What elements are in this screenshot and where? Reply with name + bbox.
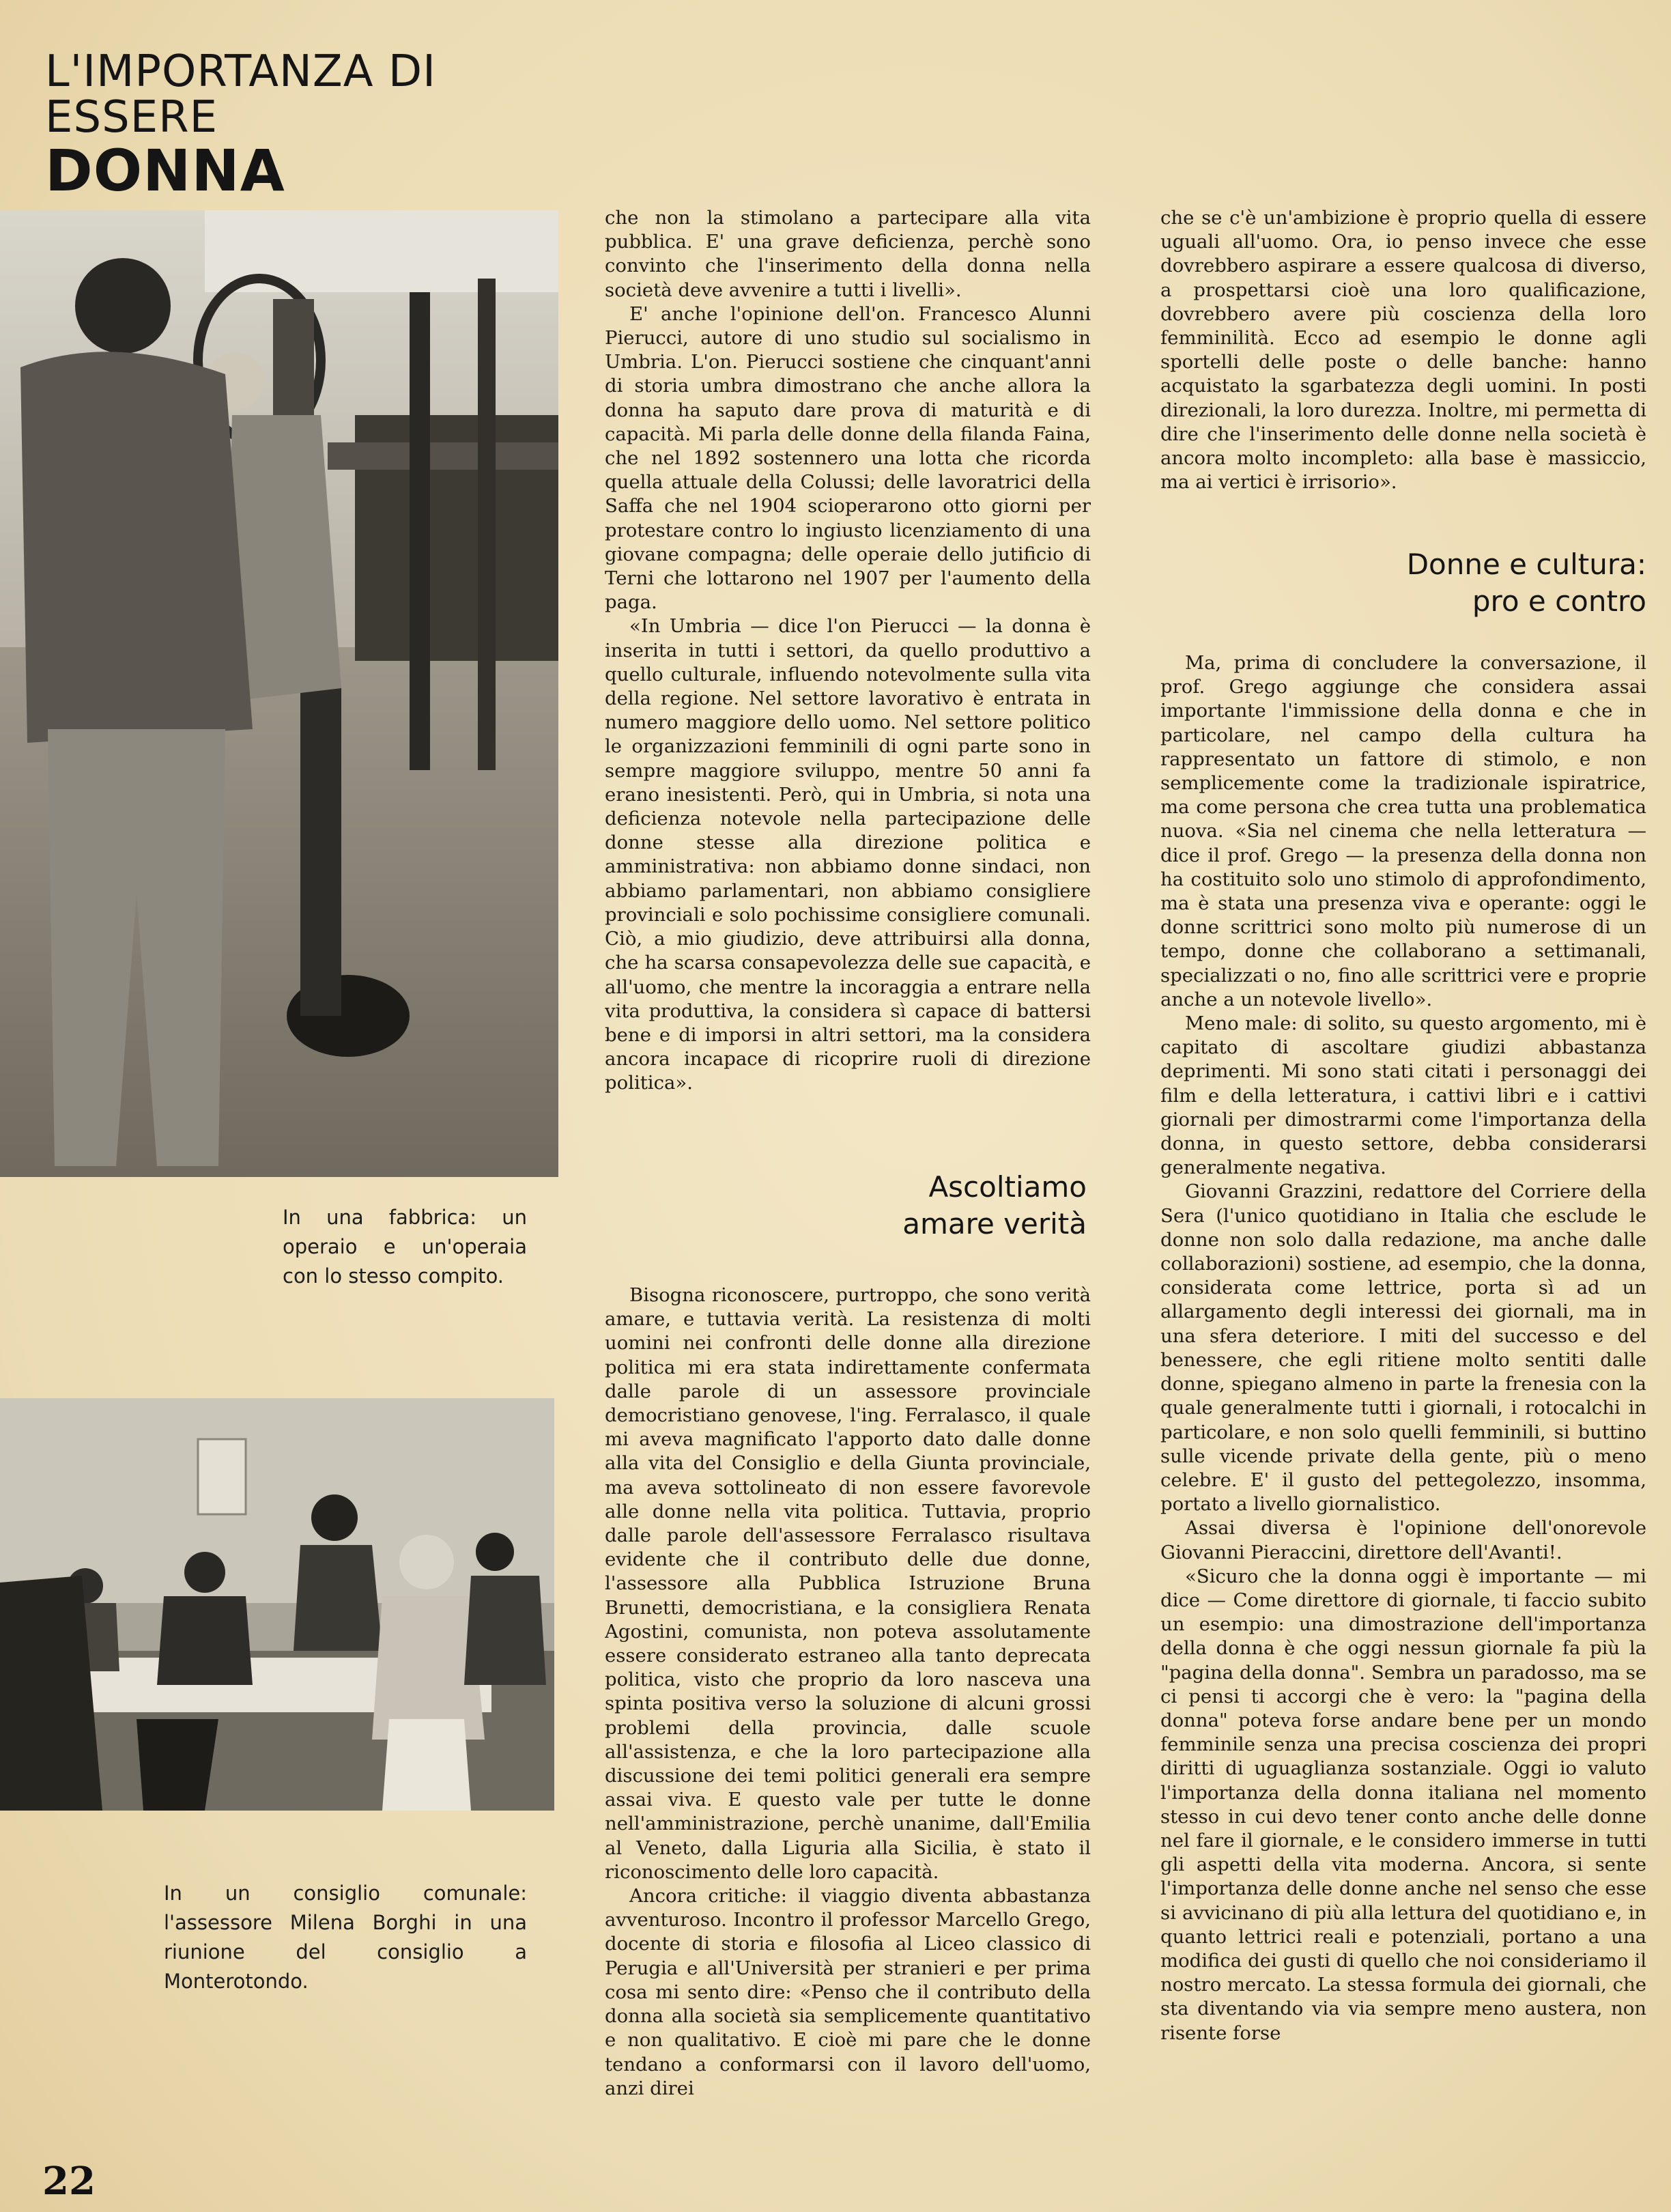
subheading-ascoltiamo	[819, 1169, 1087, 1243]
factory-photo-caption: In una fabbrica: un operaio e un'operaia con lo stesso compito.	[283, 1206, 527, 1288]
factory-photo	[0, 210, 558, 1177]
paragraph: E' anche l'opinione dell'on. Francesco Alunni Pierucci, autore di uno studio sul socialismo in Umbria. L'on. Pierucci sostiene che cinquant'anni di storia umbra dimostrano che anche allora la donna ha saputo dare prova di maturità e di capacità. Mi parla delle donne della filanda Faina, che nel 1892 sostennero una lotta che ricorda quella attuale della Colussi; delle lavoratrici della Saffa che nel 1904 scioperarono otto giorni per protestare contro lo ingiusto licenziamento di una giovane compagna; delle operaie dello jutificio di Terni che lottarono nel 1907 per l'aumento della paga.	[605, 302, 1091, 614]
title-line-2-prefix: ESSERE	[45, 92, 218, 143]
paragraph: che non la stimolano a partecipare alla vita pubblica. E' una grave deficienza, perchè sono convinto che l'inserimento della donna nella società deve avvenire a tutti i livelli».	[605, 207, 1091, 301]
column-3-top	[1160, 206, 1646, 496]
page-number: 22	[42, 2159, 96, 2204]
subheading-donne-cultura	[1338, 546, 1646, 620]
subheading-line-1: Ascoltiamo	[928, 1170, 1087, 1204]
paragraph: «Sicuro che la donna oggi è importante — mi dice — Come direttore di giornale, ti faccio subito un esempio: una dimostrazione dell'importanza della donna è che oggi nessun giornale fa più la "pagina della donna". Sembra un paradosso, ma se ci pensi ti accorgi che è vero: la "pagina della donna" poteva forse andare bene per un mondo femminile senza una precisa coscienza dei propri diritti di uguaglianza sostanziale. Oggi io valuto l'importanza della donna italiana nel momento stesso in cui devo tener conto anche delle donne nel fare il giornale, e le considero immerse in tutti gli aspetti della vita moderna. Ancora, si sente l'importanza delle donne anche nel senso che esse si avvicinano di più alla lettura del quotidiano e, in quanto lettrici reali e potenziali, portano a una modifica dei gusti di quello che noi consideriamo il nostro mercato. La stessa formula dei giornali, che sta diventando via via sempre meno austera, non risente forse	[1160, 1565, 1646, 2044]
title-line-1: L'IMPORTANZA DI	[45, 46, 437, 97]
paragraph: Ma, prima di concludere la conversazione, il prof. Grego aggiunge che considera assai importante l'immissione della donna e che in particolare, nel campo della cultura ha rappresentato un fattore di stimolo, e non semplicemente come la tradizionale ispiratrice, ma come persona che crea tutta una problematica nuova. «Sia nel cinema che nella letteratura — dice il prof. Grego — la presenza della donna non ha costituito solo uno stimolo di approfondimento, ma è stata una presenza viva e operante: oggi le donne scrittrici sono molto più numerose di un tempo, donne che collaborano a settimanali, specializzati o no, fino alle scrittrici vere e proprie anche a un notevole livello».	[1160, 652, 1646, 1010]
article-title	[45, 46, 468, 205]
paragraph: Meno male: di solito, su questo argomento, mi è capitato di ascoltare giudizi abbastanza deprimenti. Mi sono stati citati i personaggi dei film e della letteratura, i cattivi libri e i cattivi giornali per dimostrarmi come l'importanza della donna, in questo settore, debba considerarsi generalmente negativa.	[1160, 1012, 1646, 1179]
column-2-top	[605, 206, 1091, 1124]
factory-photo-image	[0, 210, 558, 1177]
council-photo-image	[0, 1398, 554, 1811]
paragraph: che se c'è un'ambizione è proprio quella di essere uguali all'uomo. Ora, io penso invece che esse dovrebbero aspirare a essere qualcosa di diverso, a prospettarsi cioè una loro qualificazione, dovrebbero avere più coscienza della loro femminilità. Ecco ad esempio le donne agli sportelli delle poste o delle banche: hanno acquistato la sgarbatezza degli uomini. In posti direzionali, la loro durezza. Inoltre, mi permetta di dire che l'inserimento delle donne nella società è ancora molto incompleto: alla base è massiccio, ma ai vertici è irrisorio».	[1160, 207, 1646, 494]
paragraph: Giovanni Grazzini, redattore del Corriere della Sera (l'unico quotidiano in Italia che esclude le donne non solo dalla redazione, ma anche dalle collaborazioni) sostiene, ad esempio, che la donna, considerata come lettrice, porta sì ad un allargamento degli interessi dei giornali, ma in una sfera deteriore. I miti del successo e del benessere, che egli ritiene molto sentiti dalle donne, spiegano almeno in parte la frenesia con la quale generalmente tutti i giornali, i rotocalchi in particolare, e non solo quelli femminili, si buttino sulle vicende private della gente, più o meno celebre. E' il gusto del pettegolezzo, insomma, portato a livello giornalistico.	[1160, 1180, 1646, 1516]
column-2-bottom	[605, 1284, 1091, 2157]
subheading-line-2: amare verità	[902, 1207, 1087, 1240]
title-line-2-emphasis: DONNA	[45, 137, 285, 205]
paragraph: Assai diversa è l'opinione dell'onorevole Giovanni Pieraccini, direttore dell'Avanti!.	[1160, 1517, 1646, 1563]
paragraph: «In Umbria — dice l'on Pierucci — la donna è inserita in tutti i settori, da quello produttivo a quello culturale, influendo notevolmente sulla vita della regione. Nel settore lavorativo è entrata in numero maggiore dello uomo. Nel settore politico le organizzazioni femminili di ogni parte sono in sempre maggiore sviluppo, mentre 50 anni fa erano inesistenti. Però, qui in Umbria, si nota una deficienza notevole nella partecipazione delle donne stesse alla direzione politica e amministrativa: non abbiamo donne sindaci, non abbiamo parlamentari, non abbiamo consigliere provinciali e solo pochissime consigliere comunali. Ciò, a mio giudizio, deve attribuirsi alla donna, che ha scarsa consapevolezza delle sue capacità, e all'uomo, che mentre la incoraggia a entrare nella vita produttiva, la considera sì capace di battersi bene e di imporsi in altri settori, ma la considera ancora incapace di ricoprire ruoli di direzione politica».	[605, 615, 1091, 1094]
subheading-line-2: pro e contro	[1472, 584, 1646, 618]
title-line-2	[45, 92, 285, 205]
subheading-line-1: Donne e cultura:	[1406, 548, 1646, 581]
council-photo-caption: In un consiglio comunale: l'assessore Milena Borghi in una riunione del consiglio a Monterotondo.	[164, 1882, 527, 1993]
paragraph: Bisogna riconoscere, purtroppo, che sono verità amare, e tuttavia verità. La resistenza di molti uomini nei confronti delle donne alla direzione politica mi era stata indirettamente confermata dalle parole di un assessore provinciale democristiano genovese, l'ing. Ferralasco, il quale mi aveva magnificato l'apporto dato dalle donne alla vita del Consiglio e della Giunta provinciale, ma aveva sottolineato di non essere favorevole alle donne nella vita politica. Tuttavia, proprio dalle parole dell'assessore Ferralasco risultava evidente che il contributo delle due donne, l'assessore alla Pubblica Istruzione Bruna Brunetti, democristiana, e la consigliera Renata Agostini, comunista, non poteva assolutamente essere considerato estraneo alla tanto deprecata politica, visto che proprio da loro nasceva una spinta positiva verso la soluzione di alcuni grossi problemi della provincia, dalle scuole all'assistenza, e che la loro partecipazione alla discussione dei temi politici generali era sempre assai viva. E questo vale per tutte le donne nell'amministrazione, perchè unanime, dall'Emilia al Veneto, dalla Liguria alla Sicilia, è stato il riconoscimento delle loro capacità.	[605, 1284, 1091, 1883]
paragraph: Ancora critiche: il viaggio diventa abbastanza avventuroso. Incontro il professor Marcello Grego, docente di storia e filosofia al Liceo classico di Perugia e all'Università per stranieri e per prima cosa mi sento dire: «Penso che il contributo della donna alla società sia semplicemente quantitativo e non qualitativo. E cioè mi pare che le donne tendano a conformarsi con il lavoro dell'uomo, anzi direi	[605, 1885, 1091, 2099]
council-photo	[0, 1398, 554, 1811]
column-3-bottom	[1160, 651, 1646, 2157]
